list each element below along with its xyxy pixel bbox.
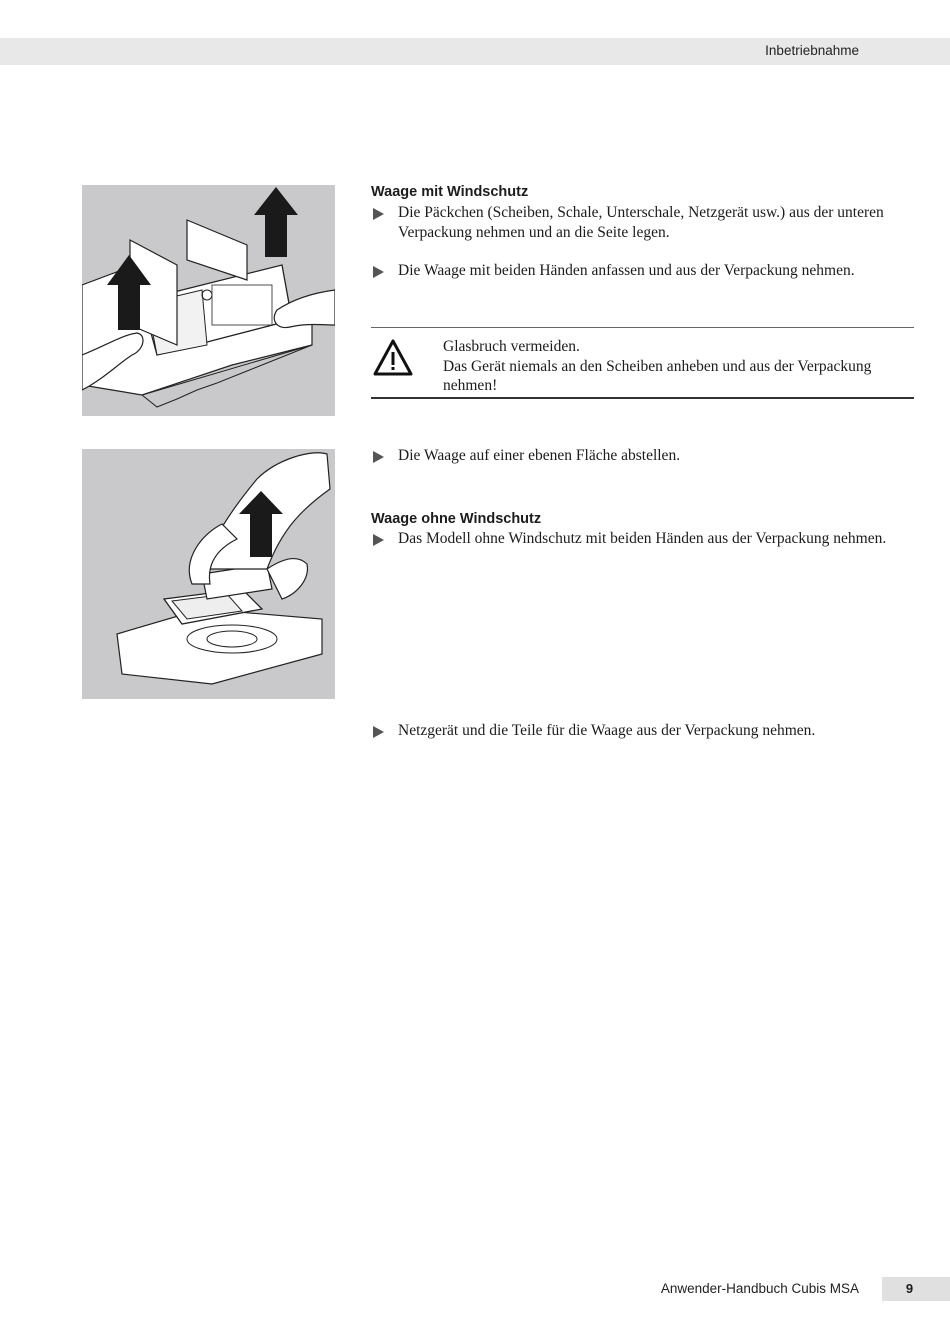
step-text: Die Waage auf einer ebenen Fläche abstellen. <box>398 447 681 464</box>
step-remove-power-supply <box>371 721 916 741</box>
bullet-arrow-icon <box>373 266 384 278</box>
step-text: Das Modell ohne Windschutz mit beiden Händen aus der Verpackung nehmen. <box>398 530 887 547</box>
step-lift-model-without-shield <box>371 529 916 549</box>
bullet-arrow-icon <box>373 208 384 220</box>
warning-body: Das Gerät niemals an den Scheiben anheben und aus der Verpackung nehmen! <box>443 357 872 394</box>
page-number: 9 <box>905 1281 914 1296</box>
warning-divider-top <box>371 327 914 328</box>
step-lift-balance <box>371 261 916 281</box>
bullet-arrow-icon <box>373 451 384 463</box>
footer-document-title: Anwender-Handbuch Cubis MSA <box>660 1281 859 1296</box>
illustration-balance-without-draft-shield <box>82 449 335 699</box>
chapter-title: Inbetriebnahme <box>765 43 859 58</box>
step-text: Die Päckchen (Scheiben, Schale, Unterschale, Netzgerät usw.) aus der unteren Verpackung nehmen und an die Seite legen. <box>398 204 884 241</box>
illustration-balance-with-draft-shield <box>82 185 335 416</box>
warning-triangle-icon <box>373 338 413 378</box>
warning-title: Glasbruch vermeiden. <box>443 338 580 355</box>
section-heading-with-draft-shield: Waage mit Windschutz <box>371 184 529 200</box>
section-heading-without-draft-shield: Waage ohne Windschutz <box>371 511 542 527</box>
bullet-arrow-icon <box>373 534 384 546</box>
step-text: Netzgerät und die Teile für die Waage aus der Verpackung nehmen. <box>398 722 816 739</box>
warning-text <box>443 337 913 396</box>
step-text: Die Waage mit beiden Händen anfassen und aus der Verpackung nehmen. <box>398 262 855 279</box>
bullet-arrow-icon <box>373 726 384 738</box>
step-place-balance <box>371 446 916 466</box>
warning-divider-bottom <box>371 397 914 399</box>
step-remove-packages <box>371 203 916 242</box>
